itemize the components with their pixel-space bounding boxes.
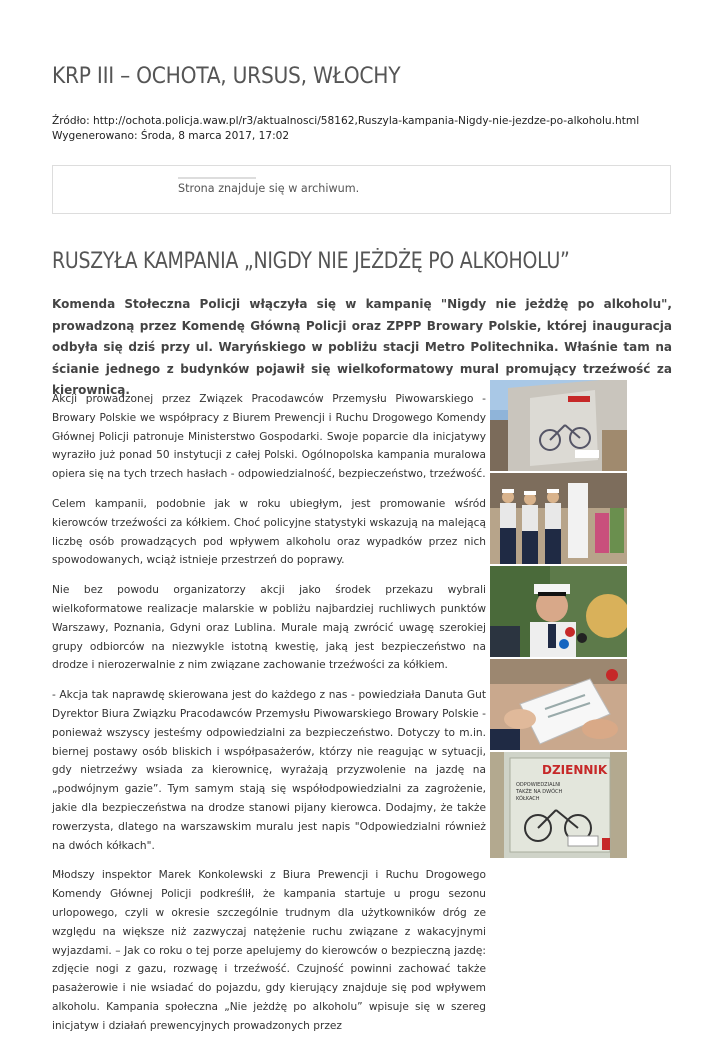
article-paragraph: Nie bez powodu organizatorzy akcji jako środek przekazu wybrali wielkoformatowe realizacje malarskie w pobliżu najbardziej ruchliwych punktów Warszawy, Poznania, Gdyni oraz Lublina. Murale mają zwrócić uwagę szerokiej grupy odbiorców na niezwykle istotną kwestię, jaką jest bezpieczeństwo na drodze i nierozerwalnie z nim związane zachowanie trzeźwości za kółkiem. <box>52 584 486 672</box>
article-paragraph: - Akcja tak naprawdę skierowana jest do każdego z nas - powiedziała Danuta Gut Dyrektor Biura Związku Pracodawców Przemysłu Piwowarskiego Browary Polskie - ponieważ wszyscy jesteśmy odpowiedzialni za bezpieczeństwo. Dotyczy to m.in. biernej postawy osób bliskich i współpasażerów, którzy nie reagując w sytuacji, gdy nietrzeźwy wsiada za kierownicę, wyrażają przyzwolenie na jazdę na „podwójnym gazie”. Tym samym stają się współodpowiedzialni za zagrożenie, jakie dla bezpieczeństwa na drodze stanowi pijany kierowca. Dodajmy, że także rowerzysta, dlatego na warszawskim muralu jest napis "Odpowiedzialni również na dwóch kółkach". <box>52 689 486 852</box>
article-paragraph: Młodszy inspektor Marek Konkolewski z Biura Prewencji i Ruchu Drogowego Komendy Głównej Policji podkreślił, że kampania startuje u progu sezonu urlopowego, czyli w okresie szczególnie trudnym dla użytkowników dróg ze względu na większe niż zazwyczaj natężenie ruchu związane z wakacyjnymi wyjazdami. – Jak co roku o tej porze apelujemy do kierowców o bezpieczną jazdę: zdjęcie nogi z gazu, rozwagę i trzeźwość. Czujność powinni zachować także pasażerowie i nie wsiadać do pojazdu, gdy kierujący znajduje się pod wpływem alkoholu. Kampania społeczna „Nie jeżdżę po alkoholu” wpisuje się w szereg inicjatyw i działań prewencyjnych prowadzonych przez <box>52 869 486 1032</box>
svg-text:ODPOWIEDZIALNI: ODPOWIEDZIALNI <box>516 782 561 788</box>
article-lead: Komenda Stołeczna Policji włączyła się w kampanię "Nigdy nie jeżdżę po alkoholu", prowadzoną przez Komendę Główną Policji oraz ZPPP Browary Polskie, której inauguracja odbyła się dziś przy ul. Waryńskiego w pobliżu stacji Metro Politechnika. Właśnie tam na ścianie jednego z budynków pojawił się wielkoformatowy mural promujący trzeźwość za kierownicą. <box>52 297 672 397</box>
photo-gallery <box>490 380 627 860</box>
leaflet-handover-photo[interactable] <box>490 659 627 750</box>
svg-text:KÓŁKACH: KÓŁKACH <box>516 796 540 802</box>
archive-notice-bar <box>178 177 256 179</box>
article-paragraph: Akcji prowadzonej przez Związek Pracodawców Przemysłu Piwowarskiego - Browary Polskie we współpracy z Biurem Prewencji i Ruchu Drogowego Komendy Głównej Policji patronuje Ministerstwo Gospodarki. Swoje poparcie dla inicjatywy wyraziło już ponad 50 instytucji z całej Polski. Ogólnopolska kampania muralowa opiera się na tych trzech hasłach - odpowiedzialność, bezpieczeństwo, trzeźwość. <box>52 393 486 481</box>
archive-notice-box <box>52 165 671 214</box>
article-title: RUSZYŁA KAMPANIA „NIGDY NIE JEŻDŻĘ PO ALKOHOLU” <box>52 249 570 274</box>
mural-closeup-photo[interactable] <box>490 752 627 858</box>
mural-building-photo[interactable] <box>490 380 627 471</box>
source-line[interactable]: Źródło: http://ochota.policja.waw.pl/r3/aktualnosci/58162,Ruszyla-kampania-Nigdy-nie-jezdze-po-alkoholu.html <box>52 115 640 127</box>
generated-line: Wygenerowano: Środa, 8 marca 2017, 17:02 <box>52 130 290 142</box>
police-officers-photo[interactable] <box>490 473 627 564</box>
svg-text:TAKŻE NA DWÓCH: TAKŻE NA DWÓCH <box>516 789 563 795</box>
archive-notice-text: Strona znajduje się w archiwum. <box>178 182 360 195</box>
site-title: KRP III – OCHOTA, URSUS, WŁOCHY <box>52 64 401 89</box>
article-paragraph: Celem kampanii, podobnie jak w roku ubiegłym, jest promowanie wśród kierowców trzeźwości za kółkiem. Choć policyjne statystyki wskazują na malejącą liczbę osób prowadzących pod wpływem alkoholu oraz wypadków przez nich spowodowanych, wciąż istnieje przestrzeń do poprawy. <box>52 497 486 567</box>
article-body <box>52 390 486 1047</box>
mural-banner-text: DZIENNIK <box>542 763 608 777</box>
document-meta <box>52 114 682 144</box>
officer-interview-photo[interactable] <box>490 566 627 657</box>
